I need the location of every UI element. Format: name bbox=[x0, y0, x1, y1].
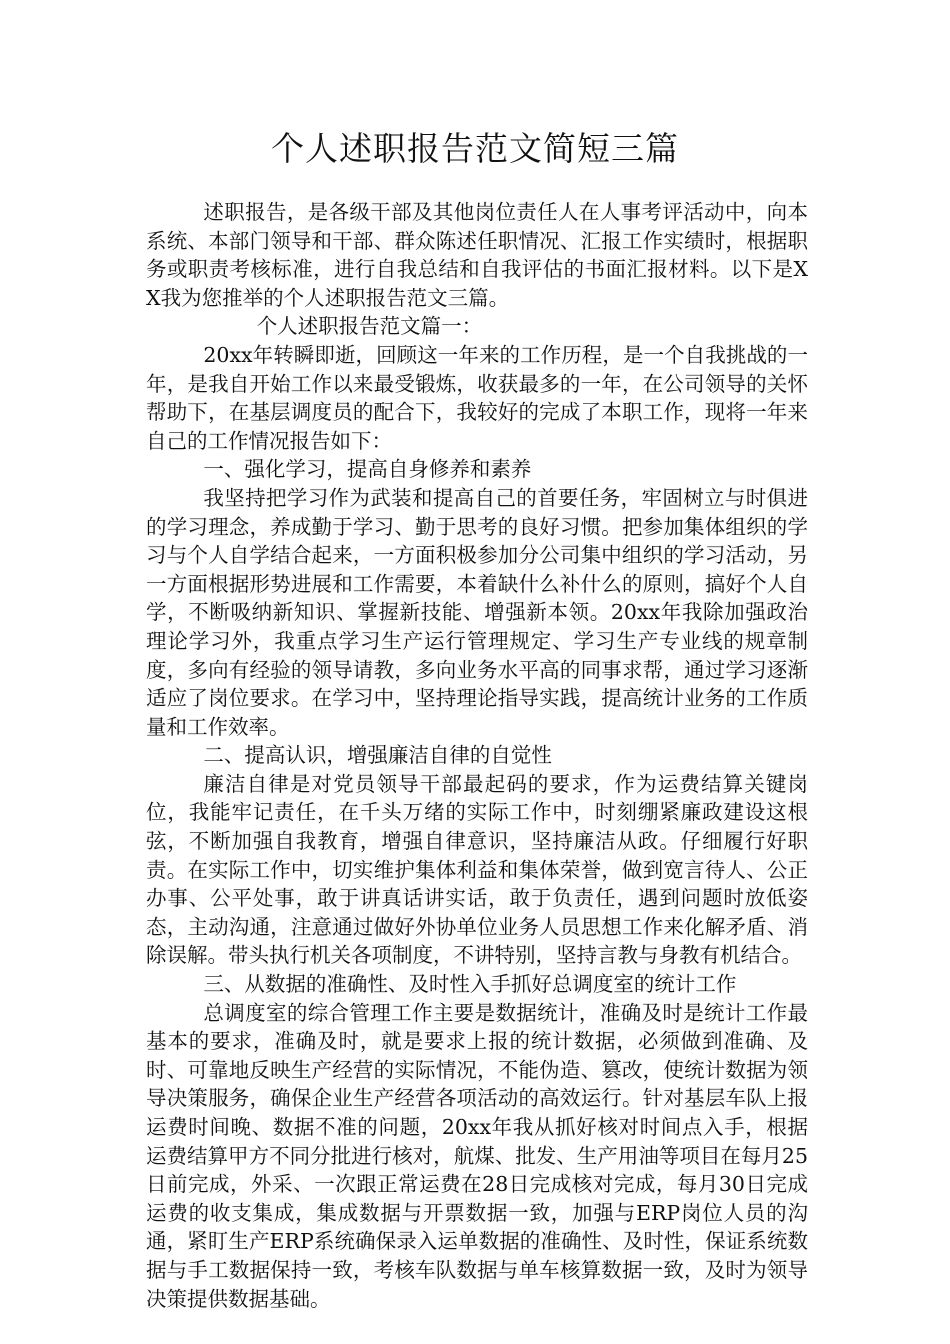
body-paragraph: 20xx年转瞬即逝，回顾这一年来的工作历程，是一个自我挑战的一年，是我自开始工作以来最受锻炼，收获最多的一年，在公司领导的关怀帮助下，在基层调度员的配合下，我较好的完成了本职工作，现将一年来自己的工作情况报告如下： bbox=[146, 342, 808, 453]
section-heading-2: 二、提高认识，增强廉洁自律的自觉性 bbox=[203, 743, 552, 768]
intro-paragraph: 述职报告，是各级干部及其他岗位责任人在人事考评活动中，向本系统、本部门领导和干部、群众陈述任职情况、汇报工作实绩时，根据职务或职责考核标准，进行自我总结和自我评估的书面汇报材料。以下是XX我为您推举的个人述职报告范文三篇。 bbox=[146, 200, 808, 310]
body-paragraph: 我坚持把学习作为武装和提高自己的首要任务，牢固树立与时俱进的学习理念，养成勤于学习、勤于思考的良好习惯。把参加集体组织的学习与个人自学结合起来，一方面积极参加分公司集中组织的学习活动，另一方面根据形势进展和工作需要，本着缺什么补什么的原则，搞好个人自学，不断吸纳新知识、掌握新技能、增强新本领。20xx年我除加强政治理论学习外，我重点学习生产运行管理规定、学习生产专业线的规章制度，多向有经验的领导请教，多向业务水平高的同事求帮，通过学习逐渐适应了岗位要求。在学习中，坚持理论指导实践，提高统计业务的工作质量和工作效率。 bbox=[146, 485, 808, 739]
document-title: 个人述职报告范文简短三篇 bbox=[271, 129, 679, 168]
body-paragraph: 总调度室的综合管理工作主要是数据统计，准确及时是统计工作最基本的要求，准确及时，就是要求上报的统计数据，必须做到准确、及时、可靠地反映生产经营的实际情况，不能伪造、篡改，使统计数据为领导决策服务，确保企业生产经营各项活动的高效运行。针对基层车队上报运费时间晚、数据不准的问题，20xx年我从抓好核对时间点入手，根据运费结算甲方不同分批进行核对，航煤、批发、生产用油等项目在每月25日前完成，外采、一次跟正常运费在28日完成核对完成，每月30日完成运费的收支集成，集成数据与开票数据一致，加强与ERP岗位人员的沟通，紧盯生产ERP系统确保录入运单数据的准确性、及时性，保证系统数据与手工数据保持一致，考核车队数据与单车核算数据一致，及时为领导决策提供数据基础。 bbox=[146, 1000, 808, 1311]
section-heading-1: 一、强化学习，提高自身修养和素养 bbox=[203, 457, 532, 482]
document-body bbox=[146, 198, 808, 1313]
section-heading-3: 三、从数据的准确性、及时性入手抓好总调度室的统计工作 bbox=[203, 972, 737, 997]
body-paragraph: 廉洁自律是对党员领导干部最起码的要求，作为运费结算关键岗位，我能牢记责任，在千头万绪的实际工作中，时刻绷紧廉政建设这根弦，不断加强自我教育，增强自律意识，坚持廉洁从政。仔细履行好职责。在实际工作中，切实维护集体利益和集体荣誉，做到宽言待人、公正办事、公平处事，敢于讲真话讲实话，敢于负责任，遇到问题时放低姿态，主动沟通，注意通过做好外协单位业务人员思想工作来化解矛盾、消除误解。带头执行机关各项制度，不讲特别，坚持言教与身教有机结合。 bbox=[146, 771, 808, 968]
section-subtitle: 个人述职报告范文篇一： bbox=[256, 314, 483, 339]
